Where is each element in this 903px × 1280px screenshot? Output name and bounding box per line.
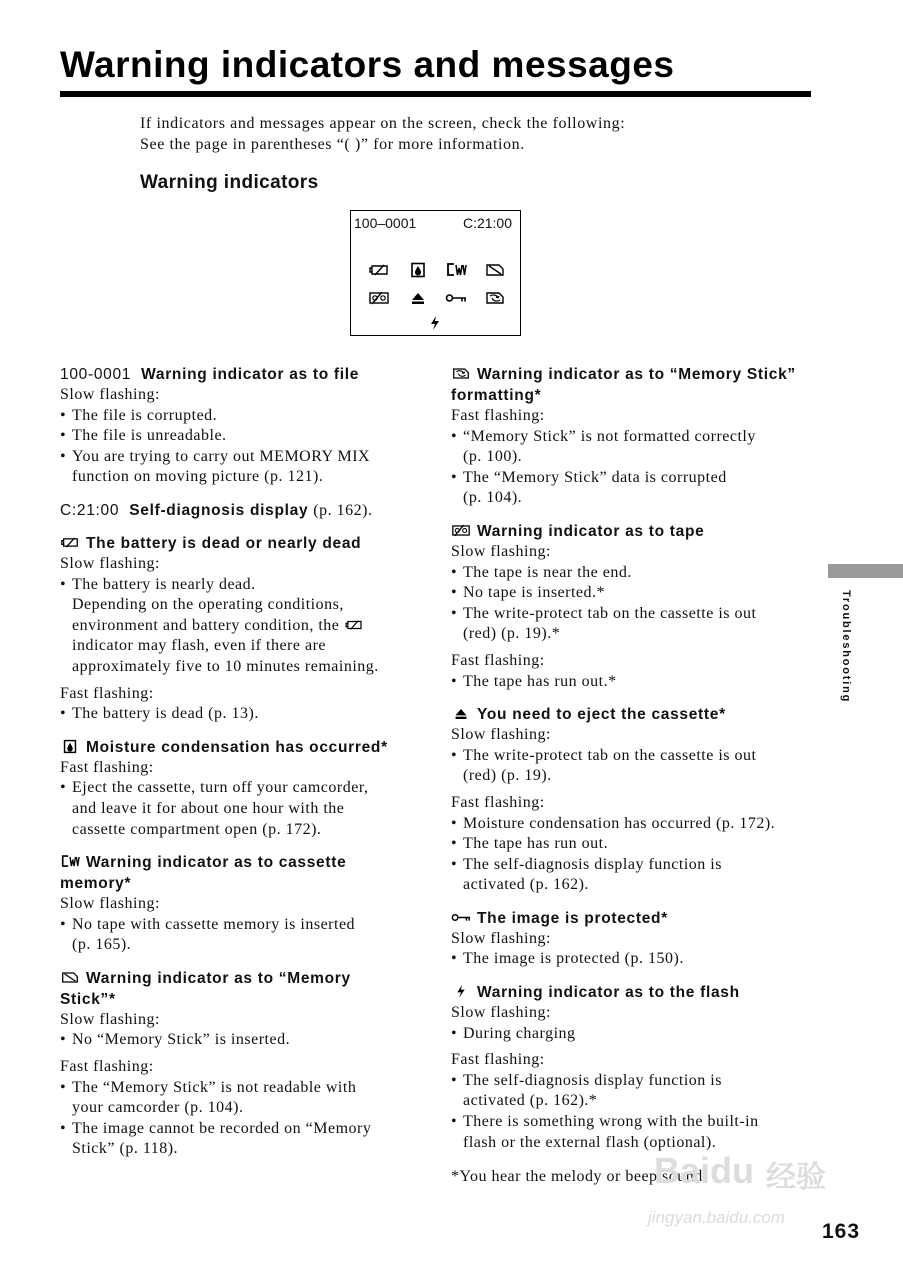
list-item: • The “Memory Stick” is not readable with [60, 1078, 430, 1099]
tape-icon [368, 290, 390, 306]
footnote: *You hear the melody or beep sound. [451, 1168, 708, 1186]
slow-flashing-label: Slow flashing: [60, 386, 160, 403]
list-item: • No tape is inserted.* [451, 583, 821, 604]
cassette-memory-icon [60, 854, 80, 869]
tape-title: Warning indicator as to tape [477, 522, 705, 540]
file-code: 100-0001 [60, 366, 132, 383]
list-item: • The write-protect tab on the cassette is out [451, 604, 821, 625]
section-subtitle: Warning indicators [140, 172, 319, 193]
fast-flashing-label: Fast flashing: [451, 793, 545, 811]
moisture-section [60, 737, 430, 840]
tape-icon [451, 523, 471, 538]
list-item: • No tape with cassette memory is inserted [60, 915, 430, 936]
memory-stick-format-section [451, 364, 821, 509]
slow-flashing-label: Slow flashing: [451, 726, 551, 744]
battery-title: The battery is dead or nearly dead [86, 534, 362, 552]
list-item: • The battery is nearly dead. [60, 575, 430, 596]
list-item: • The image is protected (p. 150). [451, 949, 821, 970]
list-item: • The self-diagnosis display function is [451, 1071, 821, 1092]
memory-stick-format-heading [451, 364, 821, 385]
list-item-continued: and leave it for about one hour with the [72, 799, 345, 817]
battery-icon [60, 535, 80, 550]
cassette-memory-heading [60, 852, 430, 873]
file-warning-section [60, 364, 430, 488]
screen-illustration [350, 210, 521, 336]
memory-stick-format-icon [484, 290, 506, 306]
battery-section [60, 533, 430, 725]
list-item-continued: (p. 165). [72, 936, 132, 954]
moisture-title: Moisture condensation has occurred* [86, 738, 388, 756]
slow-flashing-label: Slow flashing: [60, 554, 160, 572]
moisture-icon [60, 739, 80, 754]
self-diagnosis-heading [60, 500, 430, 521]
flash-icon [424, 315, 446, 331]
list-item-continued [60, 616, 430, 637]
battery-note-text: environment and battery condition, the [72, 616, 340, 634]
protect-key-icon [451, 910, 471, 925]
tape-section [451, 521, 821, 692]
watermark-label: 经验 [766, 1161, 826, 1194]
memory-stick-format-icon [451, 366, 471, 381]
battery-heading [60, 533, 430, 554]
slow-flashing-label: Slow flashing: [60, 1010, 160, 1028]
list-item-continued: (p. 104). [463, 489, 523, 507]
list-item: • Moisture condensation has occurred (p. 172). [451, 814, 821, 835]
eject-title: You need to eject the cassette* [477, 706, 726, 724]
eject-icon [451, 706, 471, 721]
section-tab-marker [828, 564, 903, 578]
intro-text [140, 113, 625, 155]
protected-title: The image is protected* [477, 909, 668, 927]
list-item-continued: indicator may flash, even if there are [72, 637, 326, 655]
list-item: • The tape has run out. [451, 834, 821, 855]
moisture-heading [60, 737, 430, 758]
slow-flashing-label: Slow flashing: [60, 895, 160, 913]
memory-stick-heading [60, 968, 430, 989]
list-item: • The tape is near the end. [451, 563, 821, 584]
fast-flashing-label: Fast flashing: [60, 758, 154, 776]
screen-diag-code: C:21:00 [462, 215, 512, 231]
right-column [451, 364, 821, 1200]
slow-flashing-label: Slow flashing: [451, 542, 551, 560]
fast-flashing-label: Fast flashing: [451, 1051, 545, 1069]
list-item: • The file is corrupted. [60, 406, 430, 427]
cassette-memory-title-1: Warning indicator as to cassette [86, 854, 347, 872]
cassette-memory-title-2: memory* [60, 875, 132, 893]
page-reference: (p. 162). [313, 501, 373, 519]
self-diagnosis-section [60, 500, 430, 521]
protected-heading [451, 908, 821, 929]
file-warning-title: Warning indicator as to file [141, 366, 360, 383]
diag-code: C:21:00 [60, 501, 120, 519]
list-item: • The file is unreadable. [60, 426, 430, 447]
protect-key-icon [445, 290, 467, 306]
list-item-continued: function on moving picture (p. 121). [72, 468, 324, 486]
list-item: • The write-protect tab on the cassette is out [451, 746, 821, 767]
page-number: 163 [822, 1220, 861, 1243]
list-item: • The self-diagnosis display function is [451, 855, 821, 876]
intro-line-1: If indicators and messages appear on the screen, check the following: [140, 115, 626, 132]
fast-flashing-label: Fast flashing: [451, 651, 545, 669]
list-item: • The battery is dead (p. 13). [60, 704, 430, 725]
memory-stick-format-title-2: formatting* [451, 387, 542, 404]
left-column [60, 364, 430, 1172]
fast-flashing-label: Fast flashing: [60, 1058, 154, 1076]
tape-heading [451, 521, 821, 542]
watermark-url: jingyan.baidu.com [648, 1208, 786, 1227]
cassette-memory-section [60, 852, 430, 956]
list-item: • The image cannot be recorded on “Memory [60, 1119, 430, 1140]
slow-flashing-label: Slow flashing: [451, 1004, 551, 1022]
eject-icon [407, 290, 429, 306]
battery-icon [344, 618, 364, 632]
list-item: • The tape has run out.* [451, 672, 821, 693]
memory-stick-title-1: Warning indicator as to “Memory [86, 969, 351, 987]
list-item-continued: approximately five to 10 minutes remaining. [72, 657, 379, 675]
flash-section [451, 982, 821, 1188]
battery-icon [368, 262, 390, 278]
list-item-continued: flash or the external flash (optional). [463, 1133, 717, 1151]
section-tab-label: Troubleshooting [840, 590, 852, 704]
memory-stick-icon [484, 262, 506, 278]
list-item: • No “Memory Stick” is inserted. [60, 1030, 430, 1051]
fast-flashing-label: Fast flashing: [60, 684, 154, 702]
list-item-continued: Depending on the operating conditions, [72, 596, 344, 614]
list-item-continued: Stick” (p. 118). [72, 1140, 179, 1158]
title-rule [60, 91, 811, 97]
list-item: • You are trying to carry out MEMORY MIX [60, 447, 430, 468]
list-item: • “Memory Stick” is not formatted correctly [451, 427, 821, 448]
memory-stick-icon [60, 970, 80, 985]
page-title: Warning indicators and messages [60, 44, 675, 85]
list-item: • During charging [451, 1024, 821, 1045]
slow-flashing-label: Slow flashing: [451, 929, 551, 947]
eject-heading [451, 704, 821, 725]
list-item: • There is something wrong with the built-in [451, 1112, 821, 1133]
memory-stick-section [60, 968, 430, 1160]
list-item-continued: (red) (p. 19). [463, 767, 552, 785]
watermark-brand: Baidu [654, 1150, 755, 1191]
list-item-continued: activated (p. 162).* [463, 1092, 598, 1110]
list-item-continued: (p. 100). [463, 448, 523, 466]
screen-file-code: 100–0001 [354, 215, 417, 231]
list-item: • Eject the cassette, turn off your camcorder, [60, 778, 430, 799]
protected-section [451, 908, 821, 970]
memory-stick-format-title-1: Warning indicator as to “Memory Stick” [477, 366, 796, 383]
eject-section [451, 704, 821, 896]
fast-flashing-label: Fast flashing: [451, 407, 545, 424]
list-item-continued: cassette compartment open (p. 172). [72, 820, 322, 838]
flash-heading [451, 982, 821, 1003]
file-warning-heading [60, 364, 430, 385]
self-diagnosis-title: Self-diagnosis display [129, 501, 309, 519]
list-item: • The “Memory Stick” data is corrupted [451, 468, 821, 489]
flash-icon [451, 984, 471, 999]
memory-stick-title-2: Stick”* [60, 990, 116, 1008]
cassette-memory-icon [445, 262, 467, 278]
list-item-continued: (red) (p. 19).* [463, 625, 561, 643]
flash-title: Warning indicator as to the flash [477, 984, 740, 1002]
moisture-icon [407, 262, 429, 278]
intro-line-2: See the page in parentheses “( )” for more information. [140, 136, 525, 153]
list-item-continued: your camcorder (p. 104). [72, 1099, 244, 1117]
list-item-continued: activated (p. 162). [463, 876, 589, 894]
